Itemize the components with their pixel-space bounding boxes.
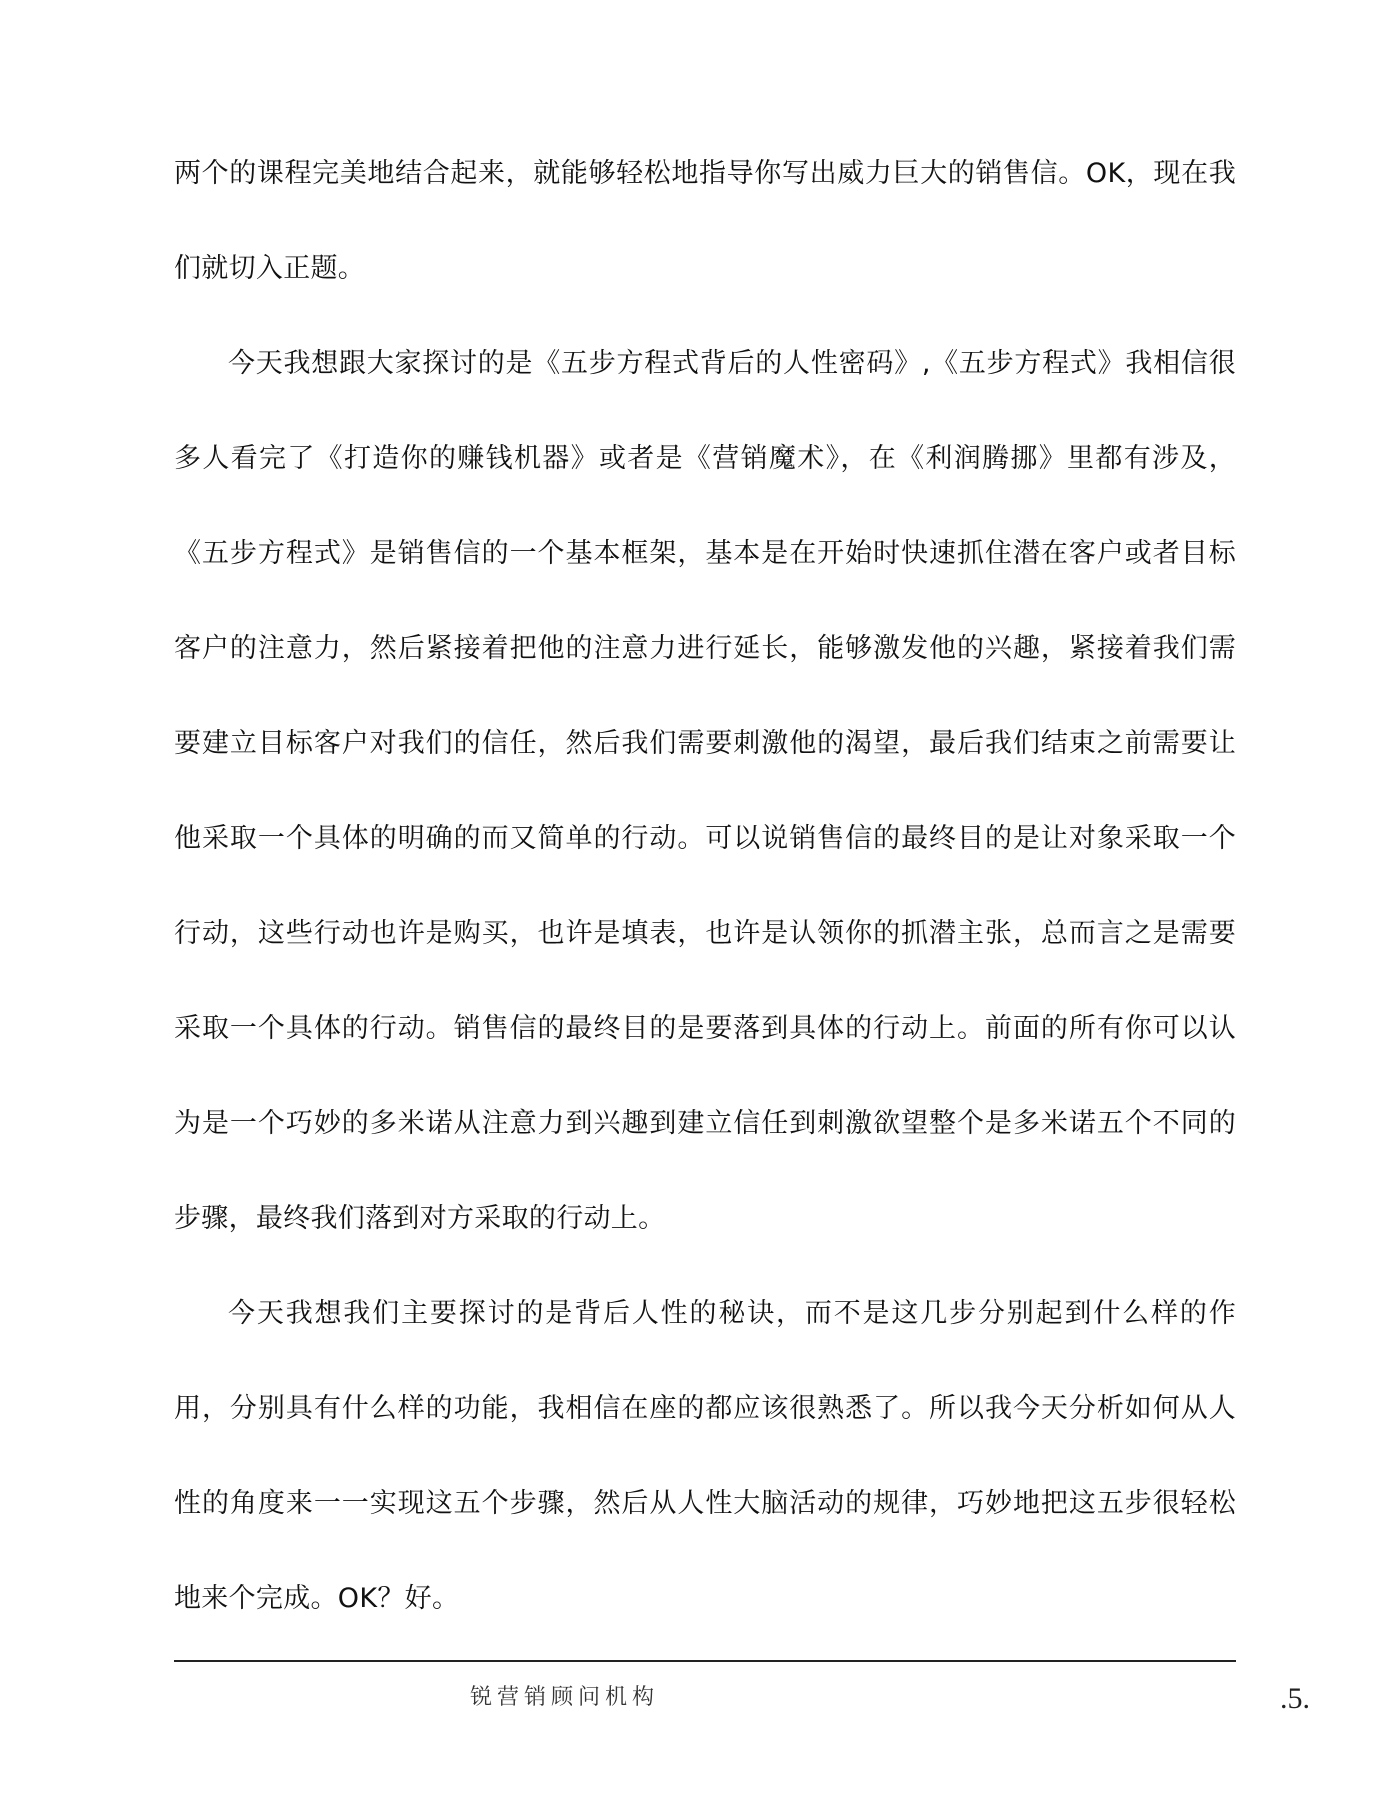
paragraph-3: 今天我想我们主要探讨的是背后人性的秘诀，而不是这几步分别起到什么样的作用，分别具有什么样的功能，我相信在座的都应该很熟悉了。所以我今天分析如何从人性的角度来一一实现这五个步骤，然后从人性大脑活动的规律，巧妙地把这五步很轻松地来个完成。OK？好。 (174, 1298, 1236, 1614)
footer-organization: 锐营销顾问机构 (470, 1685, 660, 1710)
paragraph-2: 今天我想跟大家探讨的是《五步方程式背后的人性密码》,《五步方程式》我相信很多人看完了《打造你的赚钱机器》或者是《营销魔术》，在《利润腾挪》里都有涉及，《五步方程式》是销售信的一个基本框架，基本是在开始时快速抓住潜在客户或者目标客户的注意力，然后紧接着把他的注意力进行延长，能够激发他的兴趣，紧接着我们需要建立目标客户对我们的信任，然后我们需要刺激他的渴望，最后我们结束之前需要让他采取一个具体的明确的而又简单的行动。可以说销售信的最终目的是让对象采取一个行动，这些行动也许是购买，也许是填表，也许是认领你的抓潜主张，总而言之是需要采取一个具体的行动。销售信的最终目的是要落到具体的行动上。前面的所有你可以认为是一个巧妙的多米诺从注意力到兴趣到建立信任到刺激欲望整个是多米诺五个不同的步骤，最终我们落到对方采取的行动上。 (174, 348, 1236, 1234)
body-text (174, 126, 1236, 1646)
paragraph-1: 两个的课程完美地结合起来，就能够轻松地指导你写出威力巨大的销售信。OK，现在我们就切入正题。 (174, 158, 1236, 284)
page-number: .5. (1280, 1682, 1310, 1715)
footer-divider (174, 1660, 1236, 1662)
